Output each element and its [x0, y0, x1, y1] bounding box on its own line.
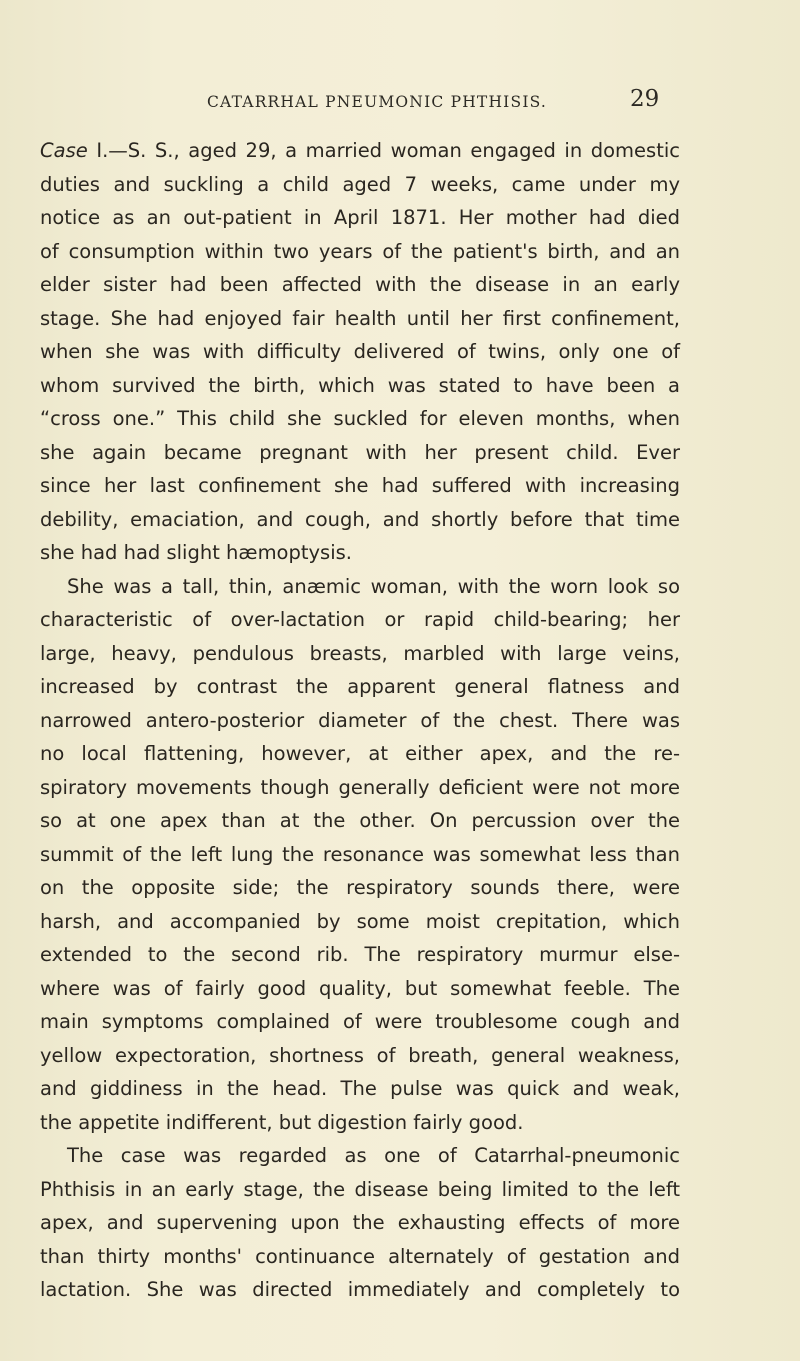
text-line: characteristic of over-lactation or rapid child-bearing; her: [40, 608, 680, 631]
text-line: She was a tall, thin, anæmic woman, with the worn look so: [67, 574, 680, 598]
text-line: The case was regarded as one of Catarrhal-pneumonic: [67, 1144, 680, 1167]
text-line: lactation. She was directed immediately and completely to: [40, 1278, 680, 1301]
text-line: extended to the second rib. The respiratory murmur else-: [40, 943, 680, 966]
text-line: debility, emaciation, and cough, and shortly before that time: [40, 507, 680, 531]
page-number: 29: [630, 86, 660, 112]
text-line: duties and suckling a child aged 7 weeks, came under my: [40, 172, 680, 196]
case-label: Case: [40, 139, 88, 162]
text-line: the appetite indifferent, but digestion fairly good.: [40, 1110, 524, 1134]
body-text: [40, 134, 680, 1307]
text-line: harsh, and accompanied by some moist crepitation, which: [40, 909, 680, 933]
text-line: she had had slight hæmoptysis.: [40, 541, 352, 564]
text-line: large, heavy, pendulous breasts, marbled with large veins,: [40, 641, 680, 665]
text-line: Phthisis in an early stage, the disease being limited to the left: [40, 1177, 680, 1201]
text-line: and giddiness in the head. The pulse was quick and weak,: [40, 1077, 680, 1100]
text-line: whom survived the birth, which was stated to have been a: [40, 373, 680, 397]
text-line: notice as an out-patient in April 1871. Her mother had died: [40, 206, 680, 229]
text-line: spiratory movements though generally deficient were not more: [40, 775, 680, 799]
text-line-content: I.—S. S., aged 29, a married woman engaged in domestic: [96, 139, 680, 162]
text-line: no local flattening, however, at either apex, and the re-: [40, 742, 680, 765]
text-line: since her last confinement she had suffered with increasing: [40, 474, 680, 497]
text-line: she again became pregnant with her present child. Ever: [40, 440, 680, 464]
text-line: elder sister had been affected with the disease in an early: [40, 273, 680, 296]
text-line: apex, and supervening upon the exhausting effects of more: [40, 1211, 680, 1234]
text-line: where was of fairly good quality, but somewhat feeble. The: [40, 976, 680, 1000]
text-line: summit of the left lung the resonance was somewhat less than: [40, 842, 680, 866]
text-line: on the opposite side; the respiratory sounds there, were: [40, 876, 680, 899]
text-line: so at one apex than at the other. On percussion over the: [40, 809, 680, 832]
text-line: increased by contrast the apparent general flatness and: [40, 675, 680, 698]
running-head: [0, 86, 800, 116]
text-line: “cross one.” This child she suckled for eleven months, when: [40, 407, 680, 430]
text-line: than thirty months' continuance alternately of gestation and: [40, 1244, 680, 1268]
text-line: yellow expectoration, shortness of breath, general weakness,: [40, 1043, 680, 1067]
text-line: main symptoms complained of were troublesome cough and: [40, 1010, 680, 1033]
text-line: [40, 134, 680, 168]
text-line: narrowed antero-posterior diameter of the chest. There was: [40, 708, 680, 732]
text-line: when she was with difficulty delivered of twins, only one of: [40, 340, 680, 363]
running-head-title: CATARRHAL PNEUMONIC PHTHISIS.: [207, 93, 548, 111]
text-line: of consumption within two years of the patient's birth, and an: [40, 239, 680, 263]
text-line: stage. She had enjoyed fair health until her first confinement,: [40, 306, 680, 330]
